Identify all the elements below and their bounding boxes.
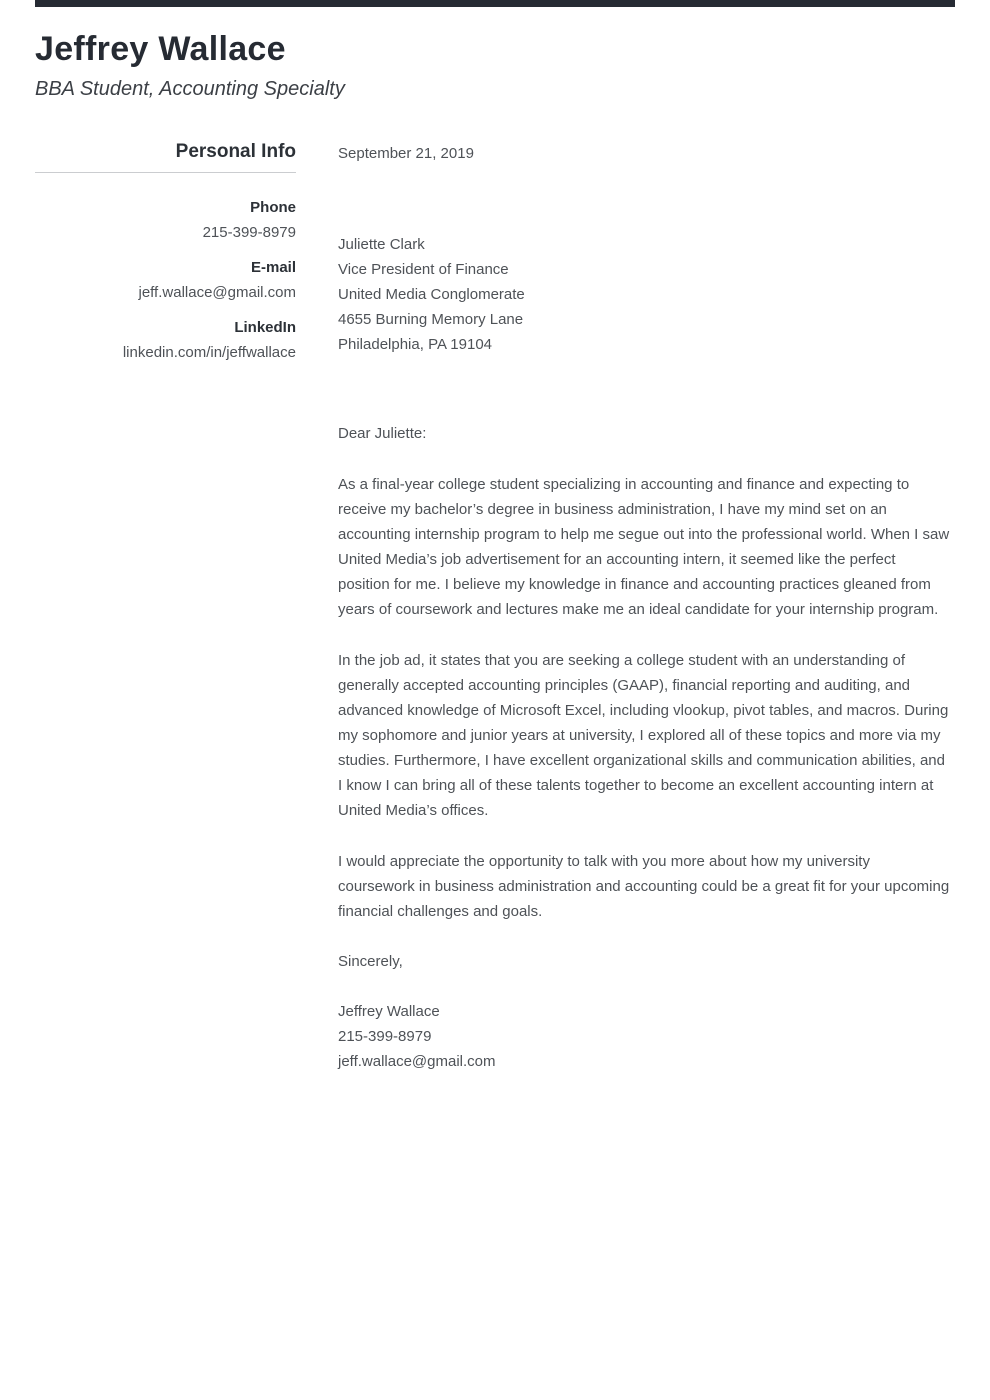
letter-body bbox=[338, 141, 950, 1074]
contact-item-email bbox=[35, 255, 296, 305]
closing: Sincerely, bbox=[338, 953, 403, 971]
recipient-name: Juliette Clark bbox=[338, 236, 425, 254]
personal-info-heading: Personal Info bbox=[35, 141, 296, 173]
phone-label: Phone bbox=[250, 199, 296, 217]
linkedin-value: linkedin.com/in/jeffwallace bbox=[122, 344, 296, 362]
paragraph-3: I would appreciate the opportunity to talk with you more about how my university coursework in business administration and accounting could be a great fit for your upcoming financial challenges and goals. bbox=[338, 853, 950, 921]
signature-block bbox=[338, 999, 950, 1074]
personal-info-sidebar bbox=[35, 141, 296, 375]
recipient-city: Philadelphia, PA 19104 bbox=[338, 336, 493, 354]
signature-name: Jeffrey Wallace bbox=[338, 1003, 440, 1021]
recipient-company: United Media Conglomerate bbox=[338, 286, 525, 304]
recipient-block bbox=[338, 232, 950, 357]
contact-item-linkedin bbox=[35, 315, 296, 365]
candidate-name: Jeffrey Wallace bbox=[35, 30, 286, 68]
contact-item-phone bbox=[35, 195, 296, 245]
candidate-job-title: BBA Student, Accounting Specialty bbox=[35, 78, 345, 101]
email-label: E-mail bbox=[250, 259, 296, 277]
paragraph-1: As a final-year college student specializing in accounting and finance and expecting to receive my bachelor’s degree in business administration, I have my mind set on an accounting internship program to help me segue out into the professional world. When I saw United Media’s job advertisement for an accounting intern, it seemed like the perfect position for me. I believe my knowledge in finance and accounting practices gleaned from years of coursework and lectures make me an ideal candidate for your internship program. bbox=[338, 476, 950, 619]
letter-content bbox=[0, 141, 990, 1074]
letter-header bbox=[0, 0, 990, 101]
signature-email: jeff.wallace@gmail.com bbox=[338, 1053, 496, 1071]
paragraph-2: In the job ad, it states that you are seeking a college student with an understanding of generally accepted accounting principles (GAAP), financial reporting and auditing, and advanced knowledge of Microsoft Excel, including vlookup, pivot tables, and macros. During my sophomore and junior years at university, I explored all of these topics and more via my studies. Furthermore, I have excellent organizational skills and communication abilities, and I know I can bring all of these talents together to become an excellent accounting intern at United Media’s offices. bbox=[338, 652, 949, 820]
contact-list bbox=[35, 195, 296, 365]
linkedin-label: LinkedIn bbox=[234, 319, 296, 337]
email-value: jeff.wallace@gmail.com bbox=[138, 284, 296, 302]
phone-value: 215-399-8979 bbox=[202, 224, 296, 242]
top-accent-bar bbox=[35, 0, 955, 7]
signature-phone: 215-399-8979 bbox=[338, 1028, 432, 1046]
recipient-title: Vice President of Finance bbox=[338, 261, 509, 279]
recipient-street: 4655 Burning Memory Lane bbox=[338, 311, 524, 329]
salutation: Dear Juliette: bbox=[338, 425, 427, 443]
letter-date: September 21, 2019 bbox=[338, 145, 474, 163]
